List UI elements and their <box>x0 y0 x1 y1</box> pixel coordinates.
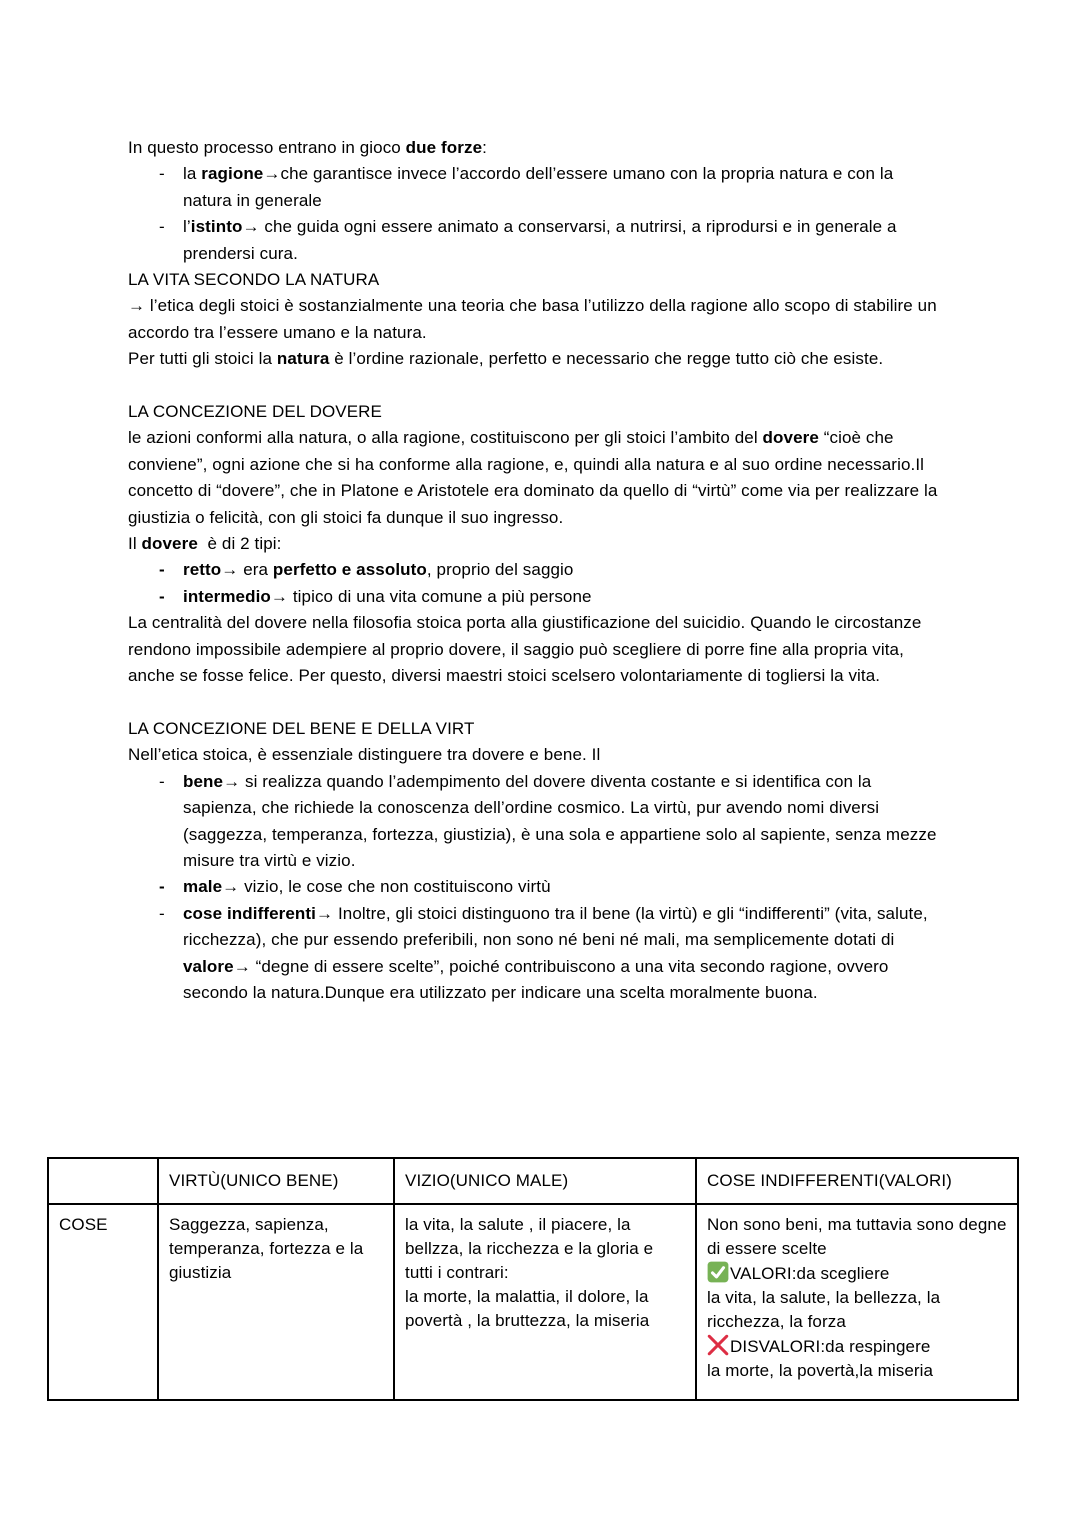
header-cell-cose-indifferenti: COSE INDIFFERENTI(VALORI) <box>696 1158 1018 1204</box>
table-header-row <box>48 1158 1018 1204</box>
header-cell-empty <box>48 1158 158 1204</box>
dash-bullet: - <box>159 164 165 184</box>
check-icon <box>707 1261 729 1283</box>
vizio-contrari-list: la morte, la malattia, il dolore, la povertà , la bruttezza, la miseria <box>405 1287 650 1330</box>
cose-comparison-table <box>47 1157 1019 1401</box>
dash-bullet: - <box>159 771 165 791</box>
cell-cose-indifferenti <box>696 1204 1018 1400</box>
list-item-text: retto→ era perfetto e assoluto, proprio del saggio <box>183 560 574 580</box>
paragraph-due-forze: In questo processo entrano in gioco due forze: <box>128 138 487 157</box>
list-item-cose-indifferenti <box>128 901 946 1007</box>
heading-concezione-dovere: LA CONCEZIONE DEL DOVERE <box>128 402 382 422</box>
row-label-cose: COSE <box>48 1204 158 1400</box>
blank-line <box>128 373 946 399</box>
cell-vizio <box>394 1204 696 1400</box>
header-cell-vizio: VIZIO(UNICO MALE) <box>394 1158 696 1204</box>
paragraph-nelletica-stoica: Nell’etica stoica, è essenziale distinguere tra dovere e bene. Il <box>128 745 601 765</box>
paragraph-azioni-conformi: le azioni conformi alla natura, o alla ragione, costituiscono per gli stoici l’ambito del dovere “cioè che conviene”, ogni azione che si ha conforme alla ragione, e, quindi alla natura e al suo ordine necessario.Il concetto di “dovere”, che in Platone e Aristotele era dominato da quello di “virtù” come via per realizzare la giustizia o felicità, con gli stoici fa dunque il suo ingresso. <box>128 428 938 527</box>
valori-label: VALORI:da scegliere <box>730 1264 890 1283</box>
dash-bullet: - <box>159 217 165 237</box>
list-item-male <box>128 874 946 900</box>
list-item-intermedio <box>128 584 946 610</box>
list-item-text: l’istinto→ che guida ogni essere animato a conservarsi, a nutrirsi, a riprodursi e in generale a prendersi cura. <box>183 217 897 263</box>
header-cell-virtu: VIRTÙ(UNICO BENE) <box>158 1158 394 1204</box>
list-item-istinto <box>128 214 946 267</box>
vizio-list: la vita, la salute , il piacere, la bellzza, la ricchezza e la gloria e tutti i contrari: <box>405 1215 654 1282</box>
heading-vita-secondo-natura: LA VITA SECONDO LA NATURA <box>128 270 380 290</box>
disvalori-label: DISVALORI:da respingere <box>730 1337 931 1356</box>
disvalori-items: la morte, la povertà,la miseria <box>707 1361 934 1380</box>
paragraph-centralita-dovere: La centralità del dovere nella filosofia stoica porta alla giustificazione del suicidio. Quando le circostanze rendono impossibile adempiere al proprio dovere, il saggio può scegliere di porre fine alla propria vita, anche se fosse felice. Per questo, diversi maestri stoici scelsero volontariamente di togliersi la vita. <box>128 613 922 686</box>
list-item-text: bene→ si realizza quando l’adempimento del dovere diventa costante e si identifica con la sapienza, che richiede la conoscenza dell’ordine cosmico. La virtù, pur avendo nomi diversi (saggezza, temperanza, fortezza, giustizia), è una sola e appartiene solo al sapiente, senza mezze misure tra virtù e vizio. <box>183 771 937 870</box>
paragraph-natura-ordine: Per tutti gli stoici la natura è l’ordine razionale, perfetto e necessario che regge tutto ciò che esiste. <box>128 349 884 369</box>
list-item-text: la ragione→che garantisce invece l’accordo dell’essere umano con la propria natura e con la natura in generale <box>183 164 894 210</box>
heading-concezione-bene-virtu: LA CONCEZIONE DEL BENE E DELLA VIRT <box>128 718 475 738</box>
x-icon <box>707 1334 729 1356</box>
paragraph-dovere-2-tipi: Il dovere è di 2 tipi: <box>128 534 282 554</box>
valori-items: la vita, la salute, la bellezza, la ricchezza, la forza <box>707 1288 941 1331</box>
document-body <box>128 135 946 1006</box>
list-item-retto <box>128 557 946 583</box>
list-item-bene <box>128 769 946 875</box>
dash-bullet: - <box>159 586 165 606</box>
valori-line <box>707 1261 1007 1286</box>
disvalori-line <box>707 1334 1007 1359</box>
dash-bullet: - <box>159 560 165 580</box>
cell-virtu: Saggezza, sapienza, temperanza, fortezza e la giustizia <box>158 1204 394 1400</box>
list-item-text: male→ vizio, le cose che non costituiscono virtù <box>183 877 551 897</box>
blank-line <box>128 690 946 716</box>
list-item-text: cose indifferenti→ Inoltre, gli stoici distinguono tra il bene (la virtù) e gli “indifferenti” (vita, salute, ricchezza), che pur essendo preferibili, non sono né beni né mali, ma semplicemente dotati di valore→ “degne di essere scelte”, poiché contribuiscono a una vita secondo ragione, ovvero secondo la natura.Dunque era utilizzato per indicare una scelta moralmente buona. <box>183 903 928 1002</box>
list-item-text: intermedio→ tipico di una vita comune a più persone <box>183 586 592 606</box>
list-item-ragione <box>128 161 946 214</box>
paragraph-etica-stoici: → l’etica degli stoici è sostanzialmente una teoria che basa l’utilizzo della ragione allo scopo di stabilire un accordo tra l’essere umano e la natura. <box>128 296 937 342</box>
dash-bullet: - <box>159 903 165 923</box>
indifferenti-intro: Non sono beni, ma tuttavia sono degne di essere scelte <box>707 1215 1007 1258</box>
dash-bullet: - <box>159 877 165 897</box>
table-row-cose <box>48 1204 1018 1400</box>
